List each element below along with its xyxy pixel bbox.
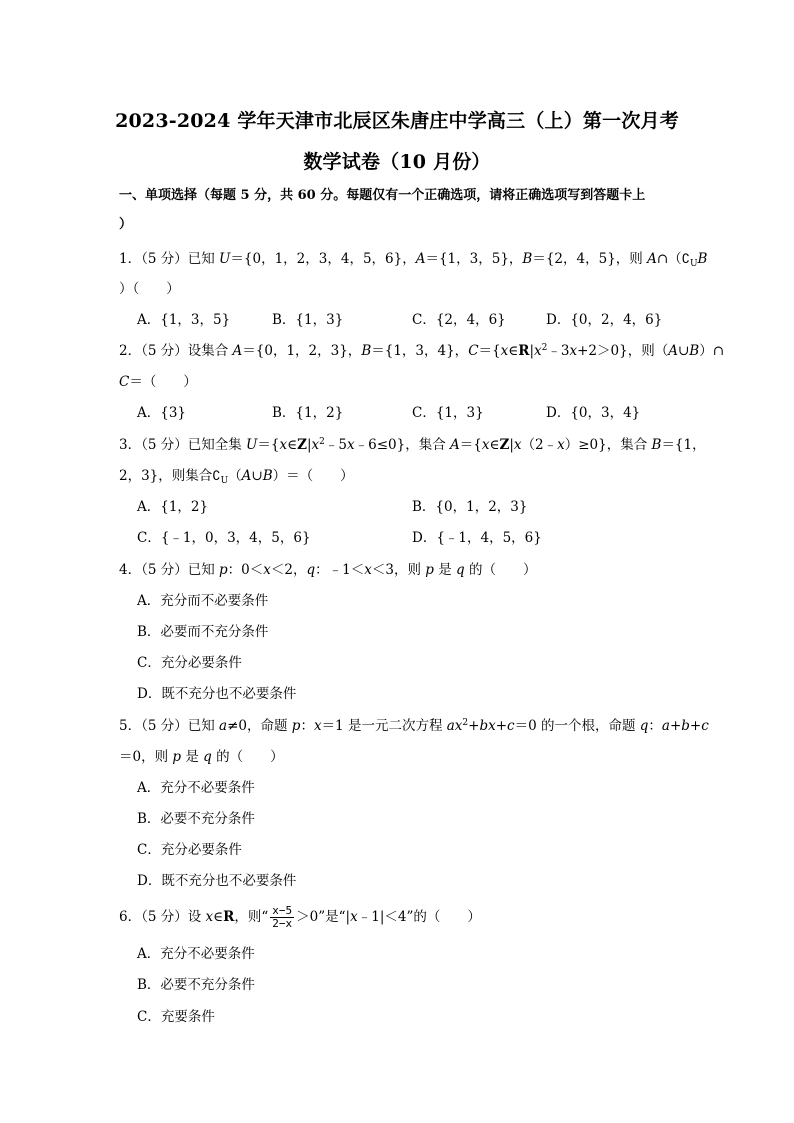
q6-option-b[interactable]: B．必要不充分条件 <box>137 977 255 993</box>
q5-option-a[interactable]: A．充分不必要条件 <box>137 780 255 796</box>
q2-option-d[interactable]: D．{0，3，4} <box>546 405 641 421</box>
q4-option-c[interactable]: C．充分必要条件 <box>137 655 242 671</box>
question-5-stem: 5．（5 分）已知 a≠0，命题 p：x＝1 是一元二次方程 $ax^2+bx+c=0$ 的一个根，命题 q：a+b+c <box>119 718 709 734</box>
section-header-cont: ） <box>119 217 133 232</box>
q4-option-b[interactable]: B．必要而不充分条件 <box>137 624 269 640</box>
section-header: 一、单项选择（每题 5 分，共 60 分。每题仅有一个正确选项，请将正确选项写到答题卡上 <box>119 188 646 203</box>
question-1-stem-cont: ）（ ） <box>119 281 180 297</box>
q4-option-a[interactable]: A．充分而不必要条件 <box>137 593 269 609</box>
q1-option-d[interactable]: D．{0，2，4，6} <box>546 312 663 328</box>
question-3-stem-cont: 2，3}，则集合$∁_U(A\cup B)=$（ ） <box>119 468 354 486</box>
question-6-stem: 6．（5 分）设 x∈R，则“ $\frac{x-5}{2-x}$ ＞0”是“|x﹣1|＜4”的（ ） <box>119 904 481 930</box>
q5-option-c[interactable]: C．充分必要条件 <box>137 842 242 858</box>
q3-option-c[interactable]: C．{﹣1，0，3，4，5，6} <box>137 530 311 546</box>
q6-option-c[interactable]: C．充要条件 <box>137 1009 215 1025</box>
q2-option-b[interactable]: B．{1，2} <box>272 405 344 421</box>
question-1-stem: 1．（5 分）已知 U＝{0，1，2，3，4，5，6}，A＝{1，3，5}，B＝{2，4，5}，则 $A\cap(∁_UB$ <box>119 251 708 269</box>
q3-option-d[interactable]: D．{﹣1，4，5，6} <box>412 530 542 546</box>
q1-option-a[interactable]: A．{1，3，5} <box>137 312 231 328</box>
q2-option-a[interactable]: A．{3} <box>137 405 187 421</box>
q1-option-b[interactable]: B．{1，3} <box>272 312 344 328</box>
q5-option-b[interactable]: B．必要不充分条件 <box>137 811 255 827</box>
exam-title-line1: 2023-2024 学年天津市北辰区朱唐庄中学高三（上）第一次月考 <box>115 110 679 132</box>
q2-option-c[interactable]: C．{1，3} <box>412 405 484 421</box>
exam-title-line2: 数学试卷（10 月份） <box>303 151 491 173</box>
q4-option-d[interactable]: D．既不充分也不必要条件 <box>137 686 297 702</box>
q5-option-d[interactable]: D．既不充分也不必要条件 <box>137 873 297 889</box>
question-3-stem: 3．（5 分）已知全集 $U=\{x\in Z|x^2﹣5x﹣6\le 0\}$，集合 A＝{x∈Z|x（2﹣x）≥0}，集合 B＝{1， <box>119 437 706 453</box>
q1-option-c[interactable]: C．{2，4，6} <box>412 312 506 328</box>
q6-option-a[interactable]: A．充分不必要条件 <box>137 946 255 962</box>
question-4-stem: 4．（5 分）已知 p：0＜x＜2，q：﹣1＜x＜3，则 p 是 q 的（ ） <box>119 562 537 578</box>
question-2-stem: 2．（5 分）设集合 A＝{0，1，2，3}，B＝{1，3，4}，$C=\{x\in R|x^2﹣3x+2>0\}$，则（A∪B）∩ <box>119 343 725 359</box>
q3-option-a[interactable]: A．{1，2} <box>137 499 209 515</box>
q3-option-b[interactable]: B．{0，1，2，3} <box>412 499 528 515</box>
question-2-stem-cont: C＝（ ） <box>119 374 197 390</box>
question-5-stem-cont: ＝0，则 p 是 q 的（ ） <box>119 749 284 765</box>
fraction: $\frac{x-5}{2-x}$ <box>272 904 293 930</box>
